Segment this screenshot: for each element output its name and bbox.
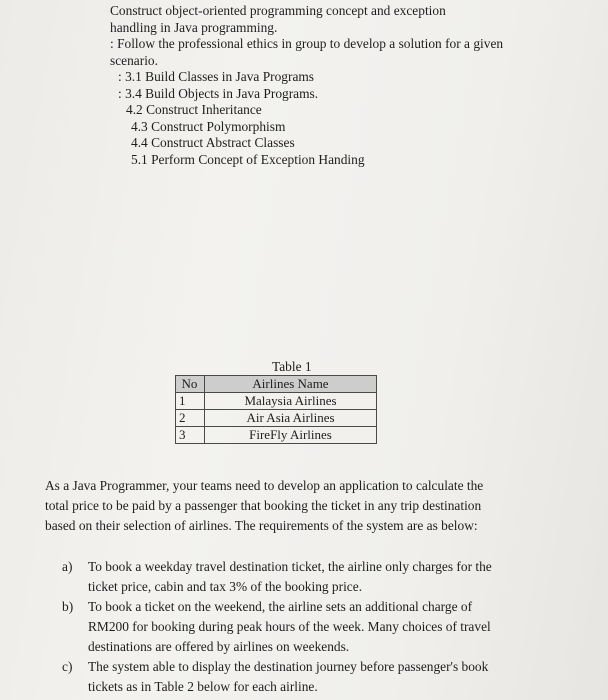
- cell-no: 1: [176, 393, 205, 410]
- table-row: [176, 410, 377, 427]
- table-header-row: [176, 376, 377, 393]
- cell-airline-name: Malaysia Airlines: [205, 393, 377, 410]
- list-item: [62, 557, 562, 597]
- list-item-line: RM200 for booking during peak hours of the week. Many choices of travel: [88, 619, 491, 634]
- paragraph-line: total price to be paid by a passenger that booking the ticket in any trip destination: [45, 498, 482, 513]
- scenario-paragraph: [45, 476, 565, 536]
- list-item: [62, 597, 562, 657]
- outcome-line: 4.3 Construct Polymorphism: [131, 118, 286, 134]
- list-item-line: ticket price, cabin and tax 3% of the booking price.: [88, 579, 363, 594]
- list-item-line: To book a weekday travel destination ticket, the airline only charges for the: [88, 559, 492, 574]
- outcome-line: : 3.1 Build Classes in Java Programs: [118, 69, 315, 84]
- list-marker: b): [62, 599, 74, 614]
- cell-airline-name: FireFly Airlines: [205, 427, 377, 444]
- list-item-line: destinations are offered by airlines on weekends.: [88, 639, 350, 654]
- cell-no: 2: [176, 410, 205, 427]
- paragraph-line: based on their selection of airlines. The requirements of the system are as below:: [45, 518, 478, 533]
- outcome-line: scenario.: [110, 52, 158, 68]
- list-item: [62, 657, 562, 697]
- table-row: [176, 427, 377, 444]
- outcome-line: : 3.4 Build Objects in Java Programs.: [118, 85, 319, 101]
- paragraph-line: As a Java Programmer, your teams need to develop an application to calculate the: [45, 478, 484, 493]
- outcome-line: Construct object-oriented programming concept and exception: [110, 3, 446, 18]
- cell-no: 3: [176, 427, 205, 444]
- list-marker: c): [62, 659, 73, 674]
- outcome-line: 5.1 Perform Concept of Exception Handing: [131, 151, 365, 167]
- outcome-line: : Follow the professional ethics in group to develop a solution for a given: [110, 36, 504, 51]
- list-item-line: The system able to display the destination journey before passenger's book: [88, 659, 489, 674]
- airlines-table: [175, 375, 377, 444]
- learning-outcomes: [110, 3, 580, 168]
- header-no: No: [176, 376, 205, 393]
- list-item-line: tickets as in Table 2 below for each airline.: [88, 679, 318, 694]
- table-row: [176, 393, 377, 410]
- list-item-line: To book a ticket on the weekend, the airline sets an additional charge of: [88, 599, 473, 614]
- list-marker: a): [62, 559, 73, 574]
- outcome-line: 4.2 Construct Inheritance: [126, 102, 262, 117]
- outcome-line: 4.4 Construct Abstract Classes: [131, 135, 295, 150]
- outcome-line: handling in Java programming.: [110, 19, 278, 35]
- cell-airline-name: Air Asia Airlines: [205, 410, 377, 427]
- table-caption: Table 1: [272, 359, 312, 374]
- requirements-list: [62, 557, 562, 697]
- header-airline-name: Airlines Name: [205, 376, 377, 393]
